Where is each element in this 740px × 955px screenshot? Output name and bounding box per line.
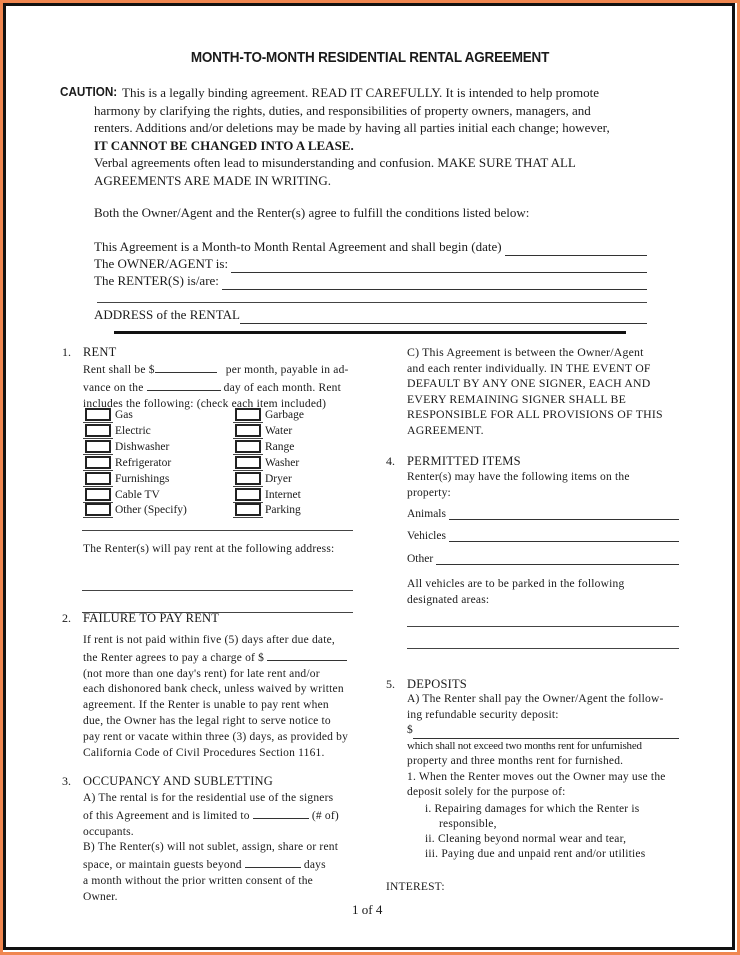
section-divider — [114, 331, 626, 334]
due-day-text: day of each month. Rent — [223, 381, 342, 394]
vehicles-label: Vehicles — [407, 530, 446, 542]
subletting-line: B) The Renter(s) will not sublet, assign, share or rent — [83, 841, 339, 854]
include-item-label: Garbage — [265, 409, 304, 421]
rent-amount-field[interactable] — [155, 361, 217, 373]
rent-per-month-text: per month, payable in ad- — [225, 364, 349, 376]
include-item[interactable] — [85, 421, 151, 437]
checkbox[interactable] — [235, 424, 261, 437]
animals-field[interactable] — [449, 509, 679, 520]
subletting-line: Owner. — [83, 890, 118, 903]
section-3c-line: EVERY REMAINING SIGNER SHALL BE — [407, 391, 626, 406]
parking-area-field-2[interactable] — [407, 648, 679, 649]
include-item[interactable] — [85, 469, 169, 485]
parking-line: designated areas: — [407, 593, 490, 606]
include-item[interactable] — [85, 485, 160, 501]
caution-verbal-line: AGREEMENTS ARE MADE IN WRITING. — [94, 172, 331, 188]
page-indicator: 1 of 4 — [352, 902, 383, 917]
include-item[interactable] — [85, 405, 133, 421]
include-item-label: Dishwasher — [115, 441, 170, 453]
section-5-number: 5. — [386, 677, 395, 691]
agree-text: Both the Owner/Agent and the Renter(s) agree to fulfill the conditions listed below: — [94, 205, 530, 220]
document-title: MONTH-TO-MONTH RESIDENTIAL RENTAL AGREEMENT — [190, 50, 550, 66]
caution-line: This is a legally binding agreement. READ IT CAREFULLY. It is intended to help promote — [122, 85, 599, 100]
checkbox[interactable] — [235, 503, 261, 516]
include-item-label: Parking — [265, 504, 301, 516]
include-item-label: Cable TV — [115, 489, 160, 501]
address-row — [94, 306, 647, 324]
include-item[interactable] — [235, 405, 304, 421]
failure-line: the Renter agrees to pay a charge of $ — [83, 651, 265, 664]
include-item[interactable] — [235, 437, 294, 453]
section-3c-line: DEFAULT BY ANY ONE SIGNER, EACH AND — [407, 376, 651, 391]
deposit-line: A) The Renter shall pay the Owner/Agent the follow- — [407, 693, 664, 705]
caution-line: renters. Additions and/or deletions may be made by having all parties initial each change; however, — [94, 120, 610, 135]
include-item-label: Water — [265, 425, 293, 437]
checkbox[interactable] — [235, 440, 261, 453]
vehicles-field[interactable] — [449, 531, 679, 542]
permitted-intro-line: property: — [407, 486, 451, 499]
failure-line: agreement. If the Renter is unable to pay rent when — [83, 699, 329, 712]
permitted-intro — [407, 470, 630, 502]
address-field[interactable] — [240, 313, 647, 324]
include-item-label: Internet — [265, 489, 301, 501]
failure-line: (not more than one day's rent) for late rent and/or — [83, 667, 320, 680]
pay-address-field[interactable] — [82, 590, 353, 591]
occupant-limit-field[interactable] — [253, 807, 309, 819]
section-3c-line: RESPONSIBLE FOR ALL PROVISIONS OF THIS — [407, 407, 663, 422]
owner-label: The OWNER/AGENT is: — [94, 256, 229, 271]
section-2-heading: FAILURE TO PAY RENT — [83, 611, 220, 625]
other-row — [407, 553, 679, 565]
checkbox[interactable] — [85, 503, 111, 516]
failure-line: due, the Owner has the legal right to serve notice to — [83, 714, 331, 727]
deposit-line: deposit solely for the purpose of: — [407, 786, 566, 798]
begin-date-field[interactable] — [505, 245, 647, 256]
include-item-label: Dryer — [265, 473, 292, 485]
deposit-line: ing refundable security deposit: — [407, 708, 559, 721]
failure-to-pay-text — [83, 633, 354, 761]
include-item[interactable] — [85, 437, 169, 453]
subletting-line: days — [303, 859, 326, 872]
purpose-item: iii. Paying due and unpaid rent and/or utilities — [425, 848, 646, 860]
deposit-line: which shall not exceed two months rent for unfurnished — [407, 739, 642, 752]
include-item-label: Refrigerator — [115, 457, 172, 469]
failure-line: pay rent or vacate within three (3) days, as provided by — [83, 730, 349, 743]
owner-row — [94, 255, 647, 273]
failure-line: each dishonored bank check, unless waived by written — [83, 683, 344, 696]
permitted-intro-line: Renter(s) may have the following items on the — [407, 471, 630, 483]
caution-text — [122, 84, 682, 102]
include-item-label: Other (Specify) — [115, 504, 187, 516]
include-item[interactable] — [235, 485, 301, 501]
include-item-label: Range — [265, 441, 295, 453]
section-2-number: 2. — [62, 611, 71, 625]
include-item[interactable] — [235, 421, 292, 437]
section-3c-line: and each renter individually. IN THE EVENT OF — [407, 360, 651, 375]
include-item-label: Washer — [265, 457, 300, 469]
section-4-heading: PERMITTED ITEMS — [407, 454, 521, 468]
purpose-item: responsible, — [439, 818, 497, 830]
vehicles-row — [407, 530, 679, 542]
subletting-line: a month without the prior written consent of the — [83, 874, 313, 887]
include-item-label: Gas — [115, 409, 133, 421]
section-1-heading: RENT — [83, 345, 117, 359]
section-3c-line: C) This Agreement is between the Owner/Agent — [407, 345, 644, 359]
occupancy-line: (# of) — [311, 809, 339, 822]
include-item-label: Electric — [115, 425, 151, 437]
include-item[interactable] — [235, 469, 292, 485]
checkbox[interactable] — [85, 408, 111, 421]
checkbox[interactable] — [85, 472, 111, 485]
include-item-label: Furnishings — [115, 473, 170, 485]
include-item[interactable] — [235, 453, 299, 469]
section-3-number: 3. — [62, 774, 71, 788]
guest-days-field[interactable] — [245, 856, 301, 868]
checkbox[interactable] — [235, 472, 261, 485]
includes-text: includes the following: (check each item included) — [83, 397, 327, 410]
other-specify-line[interactable] — [82, 530, 353, 531]
checkbox[interactable] — [235, 408, 261, 421]
deposit-line: property and three months rent for furnished. — [407, 755, 624, 767]
caution-verbal-line: Verbal agreements often lead to misunderstanding and confusion. MAKE SURE THAT ALL — [94, 155, 576, 170]
renter-field[interactable] — [222, 279, 647, 290]
deposit-purposes — [425, 802, 645, 862]
checkbox[interactable] — [235, 456, 261, 469]
include-item[interactable] — [85, 500, 187, 516]
interest-label: INTEREST: — [386, 881, 445, 893]
failure-line: California Code of Civil Procedures Section 1161. — [83, 746, 325, 759]
section-3c-line: AGREEMENT. — [407, 422, 484, 437]
deposit-dollar-sign: $ — [407, 724, 413, 736]
caution-line: harmony by clarifying the rights, duties, and responsibilities of property owners, managers, and — [94, 102, 591, 118]
caution-bold-line: IT CANNOT BE CHANGED INTO A LEASE. — [94, 137, 354, 153]
address-label: ADDRESS of the RENTAL — [94, 307, 240, 322]
purpose-item: ii. Cleaning beyond normal wear and tear, — [425, 833, 627, 845]
occupancy-line: A) The rental is for the residential use of the signers — [83, 792, 334, 804]
checkbox[interactable] — [85, 440, 111, 453]
section-4-number: 4. — [386, 454, 395, 468]
parking-text — [407, 577, 624, 609]
failure-line: If rent is not paid within five (5) days after due date, — [83, 634, 335, 646]
animals-row — [407, 508, 679, 520]
parking-area-field[interactable] — [407, 626, 679, 627]
occupancy-text — [83, 791, 354, 906]
renter-extra-line[interactable] — [97, 302, 647, 303]
caution-text-continued — [94, 102, 674, 190]
late-charge-field[interactable] — [267, 649, 347, 661]
checkbox[interactable] — [85, 456, 111, 469]
due-day-label: vance on the — [83, 381, 144, 394]
deposit-amount-field[interactable] — [413, 727, 679, 739]
section-3c-text — [407, 345, 679, 439]
renter-label: The RENTER(S) is/are: — [94, 273, 219, 288]
subletting-line: space, or maintain guests beyond — [83, 859, 242, 872]
include-item[interactable] — [235, 500, 301, 516]
purpose-item: i. Repairing damages for which the Renter is — [425, 803, 640, 815]
rent-amount-label: Rent shall be $ — [83, 364, 155, 376]
occupancy-line: occupants. — [83, 825, 134, 838]
owner-field[interactable] — [231, 262, 647, 273]
section-3-heading: OCCUPANCY AND SUBLETTING — [83, 774, 274, 788]
renter-row — [94, 272, 647, 290]
due-day-field[interactable] — [147, 379, 221, 391]
other-field[interactable] — [436, 554, 679, 565]
deposit-text — [407, 692, 679, 801]
pay-address-label: The Renter(s) will pay rent at the following address: — [83, 543, 335, 555]
animals-label: Animals — [407, 508, 446, 520]
checkbox[interactable] — [85, 424, 111, 437]
other-label: Other — [407, 553, 434, 565]
section-1-number: 1. — [62, 345, 71, 359]
parking-line: All vehicles are to be parked in the following — [407, 578, 625, 590]
begin-date-row — [94, 238, 647, 256]
begin-date-label: This Agreement is a Month-to Month Rental Agreement and shall begin (date) — [94, 239, 502, 254]
occupancy-line: of this Agreement and is limited to — [83, 809, 250, 822]
caution-label: CAUTION: — [60, 84, 118, 99]
section-5-heading: DEPOSITS — [407, 677, 467, 691]
include-item[interactable] — [85, 453, 171, 469]
deposit-line: 1. When the Renter moves out the Owner may use the — [407, 770, 666, 783]
